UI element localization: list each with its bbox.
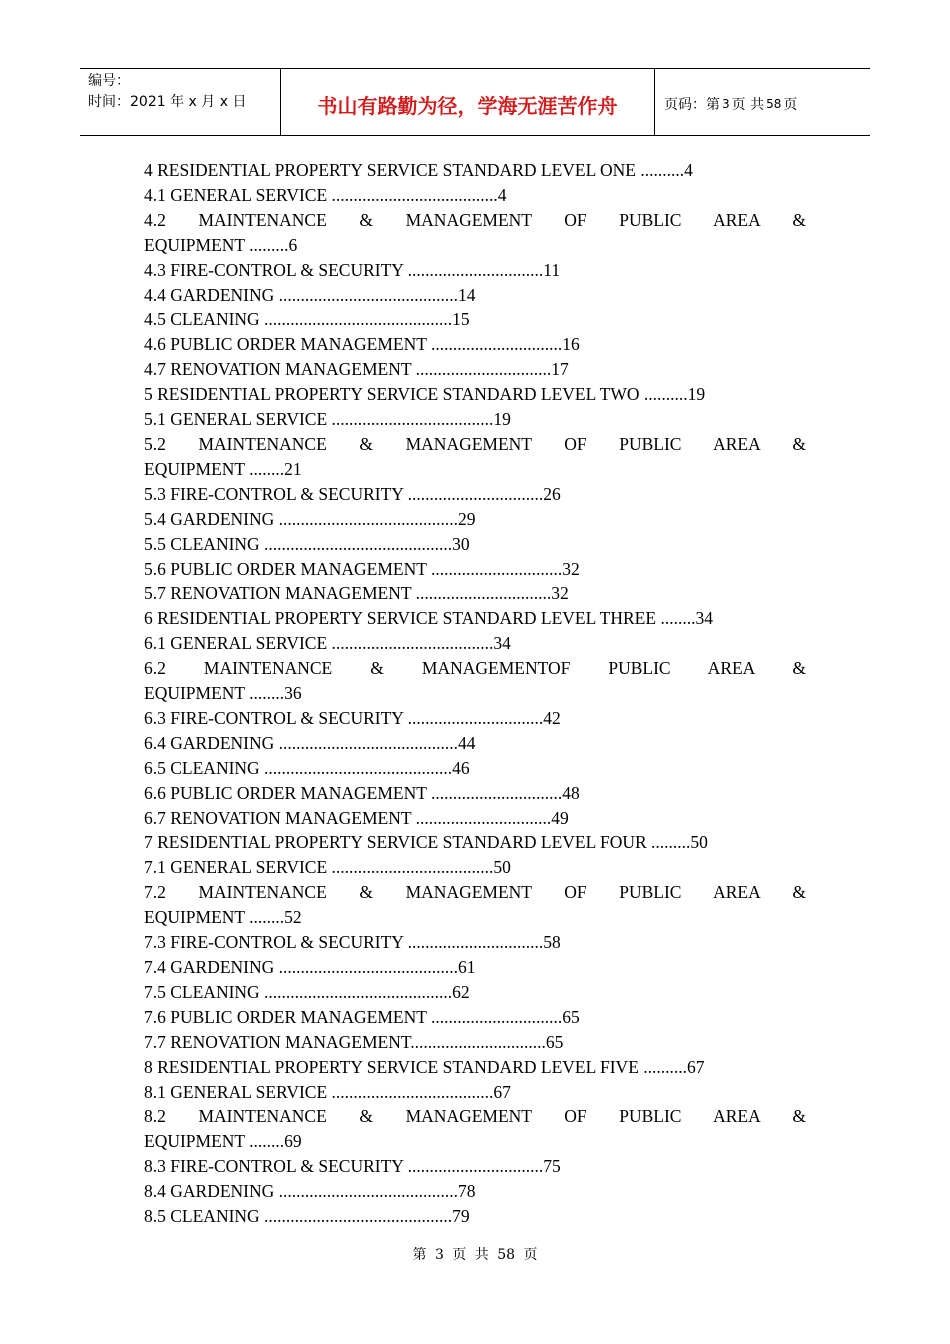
header-page-cell — [655, 69, 870, 135]
toc-entry[interactable]: 7.3 FIRE-CONTROL & SECURITY ...............................58 — [144, 932, 561, 953]
toc-entry[interactable]: 7.6 PUBLIC ORDER MANAGEMENT ..............................65 — [144, 1006, 580, 1027]
toc-entry[interactable]: 6.5 CLEANING ...........................................46 — [144, 757, 470, 778]
toc-entry[interactable]: 7.1 GENERAL SERVICE .....................................50 — [144, 857, 511, 878]
header-motto-cell — [281, 69, 655, 135]
toc-entry[interactable]: 7.7 RENOVATION MANAGEMENT...............................65 — [144, 1031, 564, 1052]
toc-entry[interactable]: 4.7 RENOVATION MANAGEMENT ...............................17 — [144, 359, 569, 380]
toc-entry[interactable]: 5.1 GENERAL SERVICE .....................................19 — [144, 409, 511, 430]
toc-entry[interactable]: 6.4 GARDENING .........................................44 — [144, 732, 476, 753]
page-suffix: 页 — [783, 97, 798, 113]
page-footer — [0, 1244, 950, 1264]
motto-text: 书山有路勤为径，学海无涯苦作舟 — [317, 93, 618, 118]
toc-entry[interactable]: 8.2 MAINTENANCE & MANAGEMENT OF PUBLIC AREA & — [144, 1106, 806, 1127]
footer-page-number: 第 3 页 共 58 页 — [412, 1247, 538, 1263]
toc-entry[interactable]: 8.3 FIRE-CONTROL & SECURITY ...............................75 — [144, 1156, 561, 1177]
date-text: 时间：2021 年 x 月 x 日 — [88, 94, 247, 110]
toc-entry[interactable]: 7 RESIDENTIAL PROPERTY SERVICE STANDARD LEVEL FOUR .........50 — [144, 832, 708, 853]
toc-entry[interactable]: 8.5 CLEANING ...........................................79 — [144, 1206, 470, 1227]
toc-entry[interactable]: 5 RESIDENTIAL PROPERTY SERVICE STANDARD LEVEL TWO ..........19 — [144, 384, 706, 405]
toc-entry[interactable]: 7.2 MAINTENANCE & MANAGEMENT OF PUBLIC AREA & — [144, 882, 806, 903]
toc-entry-continuation[interactable]: EQUIPMENT ........52 — [144, 907, 302, 928]
header-info-cell — [80, 69, 281, 135]
toc-entry[interactable]: 6.6 PUBLIC ORDER MANAGEMENT ..............................48 — [144, 782, 580, 803]
toc-entry[interactable]: 5.4 GARDENING .........................................29 — [144, 508, 476, 529]
toc-entry-continuation[interactable]: EQUIPMENT ........69 — [144, 1131, 302, 1152]
toc-entry[interactable]: 4.2 MAINTENANCE & MANAGEMENT OF PUBLIC AREA & — [144, 209, 806, 230]
toc-entry[interactable]: 6 RESIDENTIAL PROPERTY SERVICE STANDARD LEVEL THREE ........34 — [144, 608, 713, 629]
toc-entry-continuation[interactable]: EQUIPMENT .........6 — [144, 234, 298, 255]
table-of-contents — [144, 158, 806, 1229]
toc-entry[interactable]: 4.4 GARDENING .........................................14 — [144, 284, 476, 305]
toc-entry[interactable]: 6.7 RENOVATION MANAGEMENT ...............................49 — [144, 807, 569, 828]
toc-entry-continuation[interactable]: EQUIPMENT ........36 — [144, 683, 302, 704]
toc-entry[interactable]: 4.3 FIRE-CONTROL & SECURITY ...............................11 — [144, 259, 561, 280]
page-prefix: 页码：第 — [664, 97, 720, 113]
toc-entry[interactable]: 8 RESIDENTIAL PROPERTY SERVICE STANDARD LEVEL FIVE ..........67 — [144, 1056, 705, 1077]
page-mid: 页 共 — [731, 97, 765, 113]
toc-entry[interactable]: 8.1 GENERAL SERVICE .....................................67 — [144, 1081, 511, 1102]
toc-entry[interactable]: 5.5 CLEANING ...........................................30 — [144, 533, 470, 554]
toc-entry[interactable]: 4.1 GENERAL SERVICE ......................................4 — [144, 184, 507, 205]
toc-entry[interactable]: 4 RESIDENTIAL PROPERTY SERVICE STANDARD LEVEL ONE ..........4 — [144, 160, 693, 180]
toc-entry[interactable]: 7.4 GARDENING .........................................61 — [144, 957, 476, 977]
page-current: 3 — [722, 97, 730, 111]
toc-entry[interactable]: 6.2 MAINTENANCE & MANAGEMENTOF PUBLIC AREA & — [144, 658, 806, 679]
toc-entry[interactable]: 5.2 MAINTENANCE & MANAGEMENT OF PUBLIC AREA & — [144, 433, 806, 454]
toc-entry[interactable]: 7.5 CLEANING ...........................................62 — [144, 981, 470, 1002]
serial-number-label: 编号： — [88, 73, 130, 89]
page-total: 58 — [766, 97, 782, 111]
toc-entry[interactable]: 4.5 CLEANING ...........................................15 — [144, 309, 470, 330]
toc-entry[interactable]: 5.3 FIRE-CONTROL & SECURITY ...............................26 — [144, 483, 561, 504]
toc-entry-continuation[interactable]: EQUIPMENT ........21 — [144, 458, 302, 479]
toc-entry[interactable]: 4.6 PUBLIC ORDER MANAGEMENT ..............................16 — [144, 334, 580, 355]
toc-entry[interactable]: 5.7 RENOVATION MANAGEMENT ...............................32 — [144, 583, 569, 604]
page-header — [80, 68, 870, 136]
toc-entry[interactable]: 8.4 GARDENING .........................................78 — [144, 1181, 476, 1202]
toc-entry[interactable]: 6.3 FIRE-CONTROL & SECURITY ...............................42 — [144, 707, 561, 728]
toc-entry[interactable]: 5.6 PUBLIC ORDER MANAGEMENT ..............................32 — [144, 558, 580, 579]
toc-entry[interactable]: 6.1 GENERAL SERVICE .....................................34 — [144, 633, 511, 654]
